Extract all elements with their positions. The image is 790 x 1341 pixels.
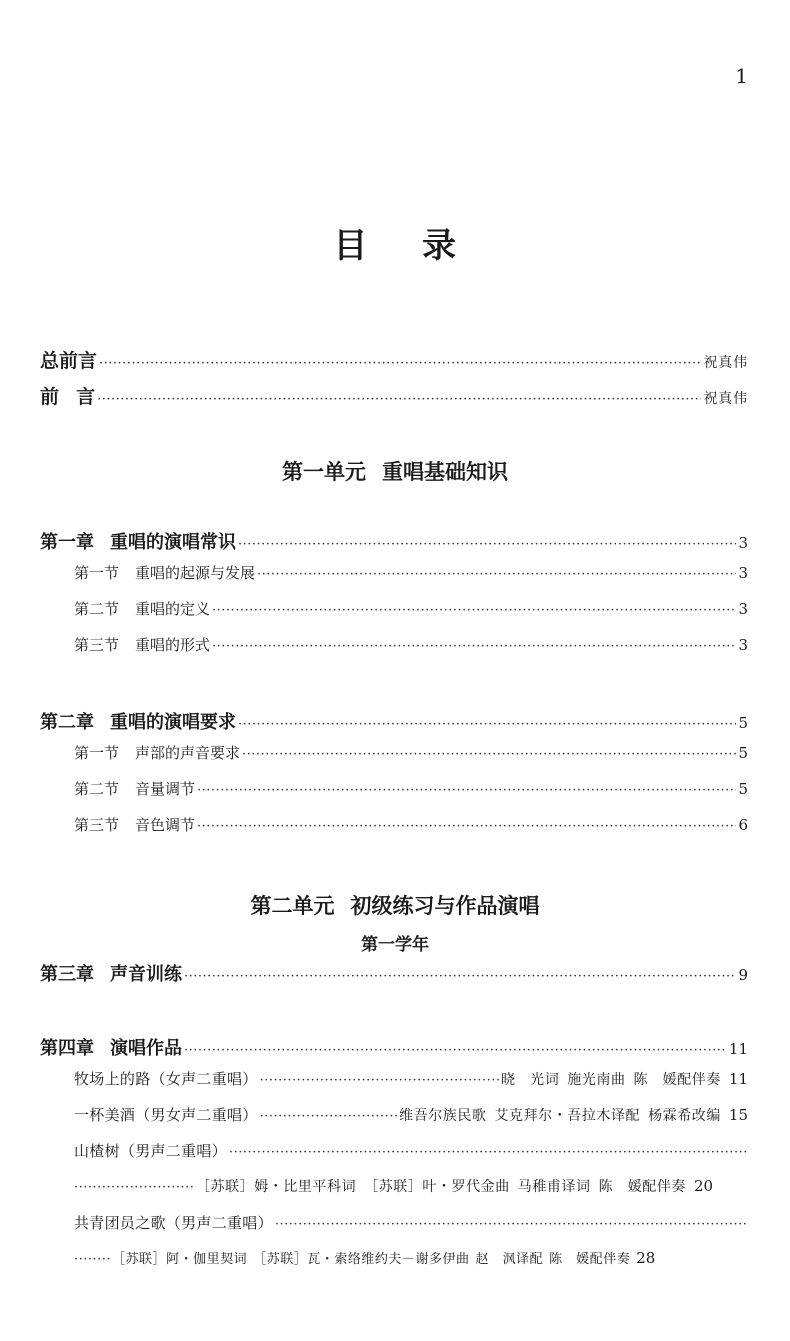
dot-leader (260, 1073, 499, 1088)
entry-label: 第二节 重唱的定义 (74, 600, 211, 618)
song-title: 牧场上的路（女声二重唱） (74, 1070, 258, 1088)
song-title: 共青团员之歌（男声二重唱） (74, 1214, 273, 1232)
toc-entry-section[interactable] (74, 598, 748, 628)
unit-number: 第二单元 (250, 893, 335, 918)
dot-leader (184, 1043, 727, 1058)
entry-label: 第四章 演唱作品 (40, 1038, 182, 1059)
song-credit: ［苏联］瓦・索络维约夫－谢多伊曲 (253, 1252, 470, 1267)
dot-leader (74, 1180, 194, 1195)
dot-leader (184, 969, 736, 984)
unit-name: 初级练习与作品演唱 (350, 893, 540, 918)
entry-label: 第一节 声部的声音要求 (74, 744, 241, 762)
entry-page: 5 (738, 714, 748, 732)
toc-title-right: 录 (422, 226, 457, 266)
entry-page: 5 (738, 744, 748, 762)
entry-page: 9 (738, 966, 748, 984)
dot-leader (197, 783, 736, 798)
toc-title (0, 218, 790, 267)
dot-leader (275, 1217, 746, 1232)
entry-label: 总前言 (40, 350, 98, 372)
toc-entry-song[interactable] (74, 1104, 748, 1134)
song-credit: 施光南曲 (567, 1072, 626, 1088)
entry-page: 20 (693, 1177, 714, 1195)
entry-label: 第二章 重唱的演唱要求 (40, 712, 236, 733)
unit-name: 重唱基础知识 (382, 459, 508, 484)
entry-page: 5 (738, 780, 748, 798)
entry-author: 祝真伟 (703, 391, 748, 407)
toc-entry-section[interactable] (74, 562, 748, 592)
toc-entry-chapter-3[interactable] (40, 960, 748, 990)
dot-leader (242, 747, 736, 762)
toc-entry-general-preface[interactable] (40, 346, 748, 376)
toc-entry-chapter-4[interactable] (40, 1034, 748, 1064)
song-credit: 陈 媛配伴奏 (633, 1072, 721, 1088)
song-credit: 马稚甫译词 (517, 1179, 591, 1195)
school-year-heading: 第一学年 (361, 935, 429, 955)
entry-page: 3 (738, 636, 748, 654)
toc-title-left: 目 (333, 226, 368, 266)
dot-leader (260, 1109, 398, 1124)
page-number: 1 (735, 64, 748, 88)
entry-page: 3 (738, 564, 748, 582)
song-title: 一杯美酒（男女声二重唱） (74, 1106, 258, 1124)
toc-entry-chapter-2[interactable] (40, 708, 748, 738)
song-credit: 杨霖希改编 (648, 1108, 721, 1124)
entry-label: 第一章 重唱的演唱常识 (40, 532, 236, 553)
song-credit: ［苏联］叶・罗代金曲 (364, 1179, 510, 1195)
toc-entry-song-title-line[interactable] (74, 1140, 748, 1170)
toc-entry-song-title-line[interactable] (74, 1212, 748, 1242)
entry-page: 11 (728, 1040, 748, 1058)
dot-leader (212, 603, 736, 618)
song-credit: 陈 媛配伴奏 (598, 1179, 686, 1195)
entry-author: 祝真伟 (703, 355, 748, 371)
song-credit: 赵 沨译配 (475, 1252, 544, 1267)
dot-leader (238, 717, 736, 732)
toc-entry-section[interactable] (74, 742, 748, 772)
song-credit: ［苏联］姆・比里平科词 (196, 1179, 357, 1195)
toc-entry-section[interactable] (74, 778, 748, 808)
toc-entry-section[interactable] (74, 814, 748, 844)
entry-label: 第二节 音量调节 (74, 780, 196, 798)
song-credit: 维吾尔族民歌 (399, 1108, 487, 1124)
entry-page: 15 (728, 1106, 748, 1124)
unit-number: 第一单元 (282, 459, 366, 484)
song-title: 山楂树（男声二重唱） (74, 1142, 228, 1160)
unit-heading (0, 456, 790, 486)
entry-page: 6 (738, 816, 748, 834)
entry-page: 28 (636, 1249, 656, 1267)
toc-entry-song-credit-line[interactable] (74, 1248, 748, 1278)
dot-leader (99, 356, 701, 371)
toc-entry-chapter-1[interactable] (40, 528, 748, 558)
dot-leader (238, 537, 736, 552)
entry-label: 第三章 声音训练 (40, 964, 182, 985)
dot-leader (212, 639, 736, 654)
song-credit: ［苏联］阿・伽里契词 (112, 1252, 248, 1267)
dot-leader (97, 392, 701, 407)
entry-label: 第一节 重唱的起源与发展 (74, 564, 256, 582)
dot-leader (229, 1145, 746, 1160)
entry-page: 3 (738, 600, 748, 618)
toc-entry-song-credit-line[interactable] (74, 1176, 748, 1206)
entry-label: 第三节 音色调节 (74, 816, 196, 834)
dot-leader (257, 567, 736, 582)
dot-leader (197, 819, 736, 834)
entry-label: 前言 (40, 386, 113, 408)
song-credit: 晓 光词 (501, 1072, 560, 1088)
dot-leader (74, 1252, 110, 1267)
entry-page: 3 (738, 534, 748, 552)
entry-page: 11 (728, 1070, 748, 1088)
toc-entry-song[interactable] (74, 1068, 748, 1098)
entry-label: 第三节 重唱的形式 (74, 636, 211, 654)
toc-entry-preface[interactable] (40, 382, 748, 412)
song-credit: 艾克拜尔・吾拉木译配 (494, 1108, 641, 1124)
unit-heading (0, 890, 790, 920)
toc-entry-section[interactable] (74, 634, 748, 664)
song-credit: 陈 媛配伴奏 (549, 1252, 631, 1267)
